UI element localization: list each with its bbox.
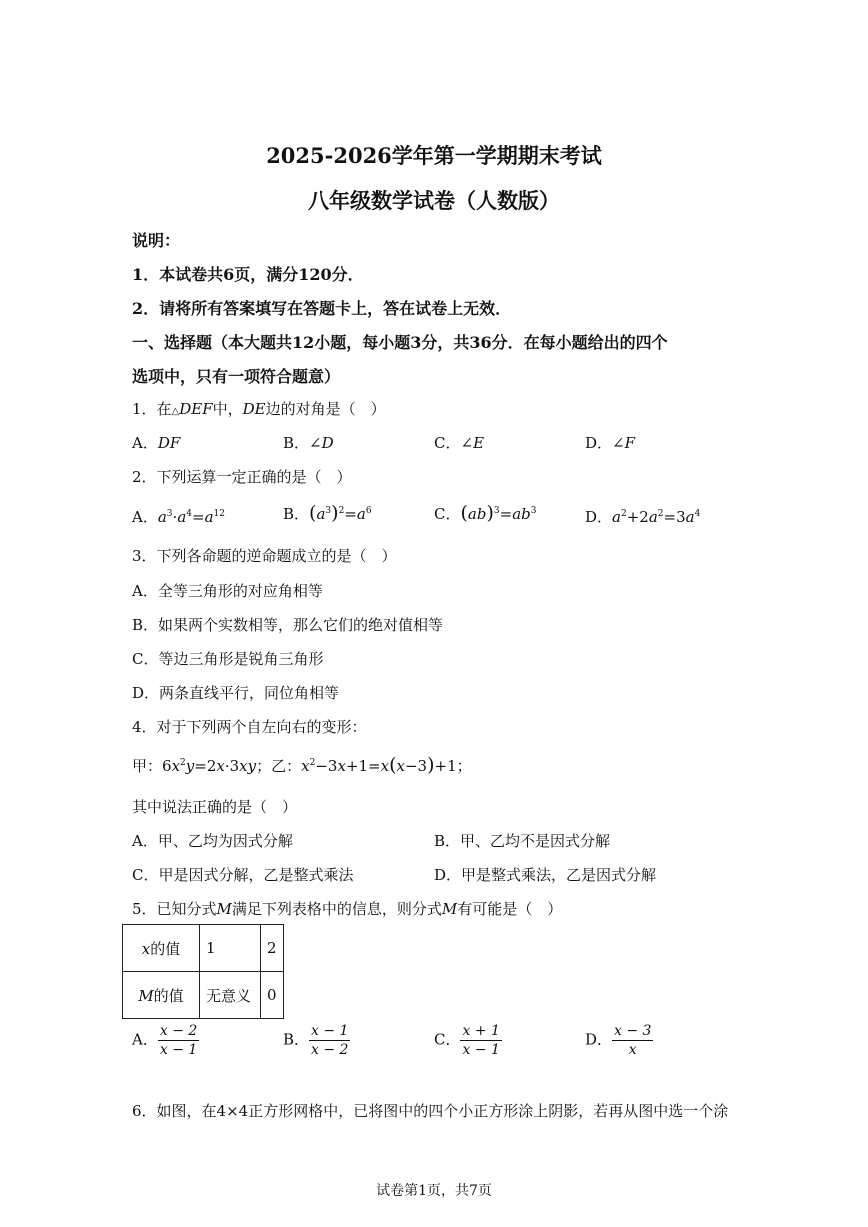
q5-option-a: A． $\frac{x - 2}{x - 1}$ [132, 1023, 198, 1058]
q5-option-c: C． $\frac{x + 1}{x - 1}$ [434, 1023, 500, 1058]
question-6: 6．如图，在4×4正方形网格中，已将图中的四个小正方形涂上阴影，若再从图中选一个涂 [132, 1102, 729, 1120]
q5-option-b: B． $\frac{x - 1}{x - 2}$ [283, 1023, 349, 1058]
q4-option-b: B．甲、乙均不是因式分解 [434, 832, 611, 850]
q2-option-b: B．$(a^3)^2=a^6$ [283, 502, 372, 524]
table-cell: 0 [261, 972, 284, 1019]
q1-option-c: C．∠E [434, 434, 485, 452]
q2-option-a: A．$a^3\cdot a^4=a^{12}$ [132, 508, 225, 526]
q3-option-c: C．等边三角形是锐角三角形 [132, 650, 324, 668]
q4-question: 其中说法正确的是（ ） [132, 798, 298, 816]
q3-option-a: A．全等三角形的对应角相等 [132, 582, 323, 600]
table-header-x: x的值 [123, 925, 200, 972]
exam-subtitle: 八年级数学试卷（人数版） [308, 188, 560, 213]
table-cell: 1 [200, 925, 261, 972]
q4-option-a: A．甲、乙均为因式分解 [132, 832, 293, 850]
q2-option-c: C．$(ab)^3=ab^3$ [434, 502, 537, 524]
section-heading-cont: 选项中，只有一项符合题意） [132, 367, 341, 386]
section-heading: 一、选择题（本大题共12小题，每小题3分，共36分．在每小题给出的四个 [132, 333, 668, 352]
table-cell: 2 [261, 925, 284, 972]
q4-expressions: 甲：$6x^2y=2x\cdot 3xy$；乙：$x^2-3x+1=x(x-3)+1$； [132, 754, 472, 776]
table-header-m: M的值 [123, 972, 200, 1019]
q1-option-d: D．∠F [585, 434, 636, 452]
q3-option-b: B．如果两个实数相等，那么它们的绝对值相等 [132, 616, 444, 634]
q4-option-d: D．甲是整式乘法，乙是因式分解 [434, 866, 657, 884]
question-5: 5．已知分式M满足下列表格中的信息，则分式M有可能是（ ） [132, 900, 563, 918]
q4-option-c: C．甲是因式分解，乙是整式乘法 [132, 866, 354, 884]
q5-option-d: D． $\frac{x - 3}{x}$ [585, 1023, 652, 1058]
question-2: 2．下列运算一定正确的是（ ） [132, 468, 352, 486]
instructions-label: 说明： [132, 231, 181, 250]
instruction-item: 1．本试卷共6页，满分120分． [132, 265, 364, 284]
q2-option-d: D．$a^2+2a^2=3a^4$ [585, 508, 701, 526]
q1-option-b: B．∠D [283, 434, 334, 452]
question-3: 3．下列各命题的逆命题成立的是（ ） [132, 547, 397, 565]
table-cell: 无意义 [200, 972, 261, 1019]
q5-value-table [122, 924, 284, 1019]
question-1: 1．在△DEF中，DE边的对角是（ ） [132, 400, 386, 418]
q3-option-d: D．两条直线平行，同位角相等 [132, 684, 340, 702]
exam-title: 2025-2026学年第一学期期末考试 [266, 143, 602, 168]
instruction-item: 2．请将所有答案填写在答题卡上，答在试卷上无效． [132, 299, 512, 318]
q1-option-a: A．DF [132, 434, 181, 452]
page-footer: 试卷第1页，共7页 [376, 1183, 492, 1199]
question-4: 4．对于下列两个自左向右的变形： [132, 718, 367, 736]
